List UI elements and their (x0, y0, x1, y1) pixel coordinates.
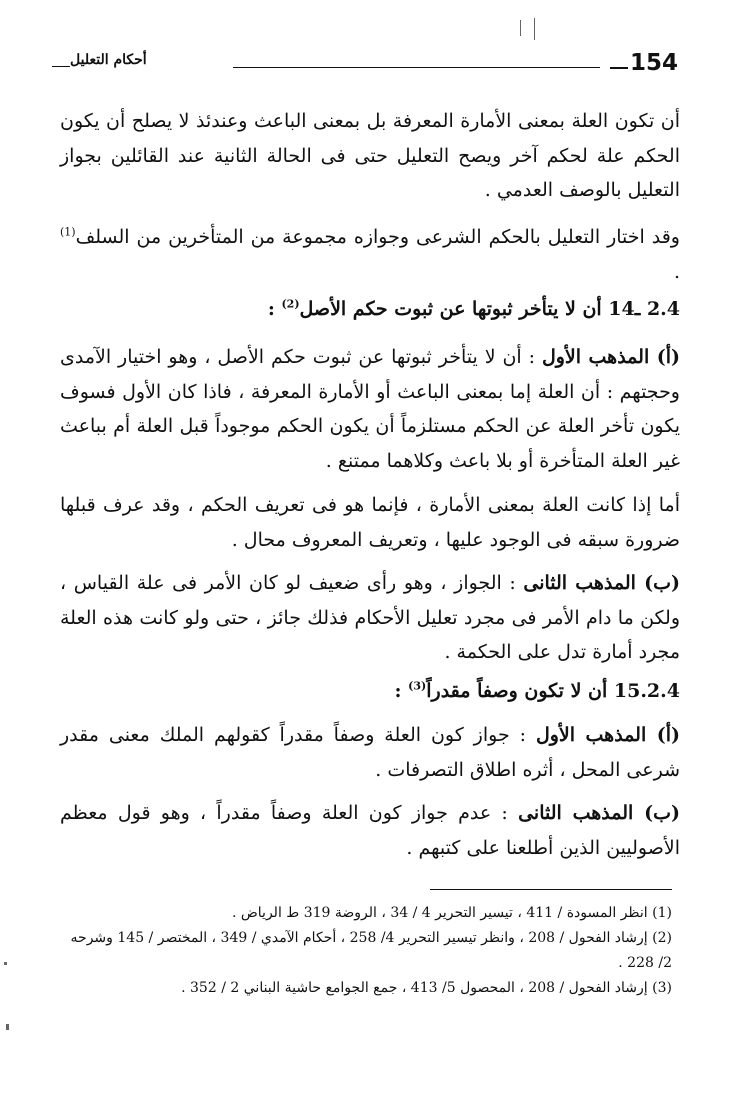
scan-mark (534, 18, 535, 40)
paragraph-text: : جواز كون العلة وصفاً مقدراً كقولهم الملك معنى مقدر شرعى المحل ، أثره اطلاق التصرفات . (60, 724, 680, 781)
page-number-dash (610, 67, 628, 69)
footnote-rule (430, 889, 672, 890)
paragraph-text: وقد اختار التعليل بالحكم الشرعى وجوازه مجموعة من المتأخرين من السلف (75, 226, 680, 248)
paragraph-text: أن تكون العلة بمعنى الأمارة المعرفة بل بمعنى الباعث وعندئذ لا يصلح أن يكون الحكم علة لحكم آخر ويصح التعليل حتى فى الحالة الثانية عند القائلين بجواز التعليل بالوصف العدمي . (60, 110, 680, 201)
school-label: (ب) المذهب الثانى (518, 802, 681, 824)
paragraph-text: أما إذا كانت العلة بمعنى الأمارة ، فإنما هو فى تعريف الحكم ، وقد عرف قبلها ضرورة سبقه فى الوجود عليها ، وتعريف المعروف محال . (60, 494, 680, 551)
paragraph-text: 2.4 ـ14 أن لا يتأخر ثبوتها عن ثبوت حكم الأصل (299, 298, 680, 320)
header-rule (233, 67, 600, 68)
footnote-ref: (2) (281, 297, 300, 311)
footnote-3: (3) إرشاد الفحول / 208 ، المحصول 5/ 413 ، جمع الجوامع حاشية البناني 2 / 352 . (181, 980, 672, 996)
paragraph (60, 718, 680, 787)
paragraph-text: : الجواز ، وهو رأى ضعيف لو كان الأمر فى علة القياس ، ولكن ما دام الأمر فى مجرد تعليل الأحكام فذلك جائز ، حتى ولو كانت هذه العلة مجرد أمارة تدل على الحكمة . (60, 572, 680, 663)
paragraph (60, 796, 680, 865)
trailing-punct: : (394, 680, 409, 702)
paragraph (60, 220, 680, 289)
paragraph-text: : أن لا يتأخر ثبوتها عن ثبوت حكم الأصل ، وهو اختيار الآمدى وحجتهم : أن العلة إما بمعنى الباعث أو الأمارة المعرفة ، فاذا كان الأول فسوف يكون تأخر العلة عن الحكم مستلزماً أن يكون الحكم موجوداً قبل العلة أم بباعث غير العلة المتأخرة أو بلا باعث وكلاهما ممتنع . (60, 346, 680, 472)
footnote-ref: (3) (408, 679, 427, 693)
running-title: أحكام التعليل (70, 52, 147, 68)
scan-mark (6, 1024, 9, 1030)
paragraph (60, 566, 680, 670)
school-label: (أ) المذهب الأول (535, 724, 680, 746)
scan-mark (520, 20, 521, 36)
paragraph (60, 340, 680, 478)
section-heading (60, 674, 680, 708)
section-heading (60, 292, 680, 326)
page-number: 154 (629, 50, 678, 76)
footnotes (66, 901, 672, 1001)
footnote-2: (2) إرشاد الفحول / 208 ، وانظر تيسير التحرير 4/ 258 ، أحكام الآمدي / 349 ، المختصر / 145 وشرحه 2/ 228 . (70, 930, 672, 971)
paragraph-text: : عدم جواز كون العلة وصفاً مقدراً ، وهو قول معظم الأصوليين الذين أطلعنا على كتبهم . (60, 802, 680, 859)
school-label: (ب) المذهب الثانى (523, 572, 680, 594)
title-dash (52, 66, 70, 67)
trailing-punct: : (267, 298, 282, 320)
paragraph (60, 104, 680, 208)
paragraph (60, 488, 680, 557)
page-header (58, 46, 678, 80)
trailing-punct: . (673, 260, 680, 283)
school-label: (أ) المذهب الأول (541, 346, 680, 368)
scan-mark (4, 962, 7, 965)
footnote-ref: (1) (60, 225, 76, 239)
footnote-1: (1) انظر المسودة / 411 ، تيسير التحرير 4 / 34 ، الروضة 319 ط الرياض . (231, 905, 672, 921)
paragraph-text: 15.2.4 أن لا تكون وصفاً مقدراً (426, 680, 680, 702)
